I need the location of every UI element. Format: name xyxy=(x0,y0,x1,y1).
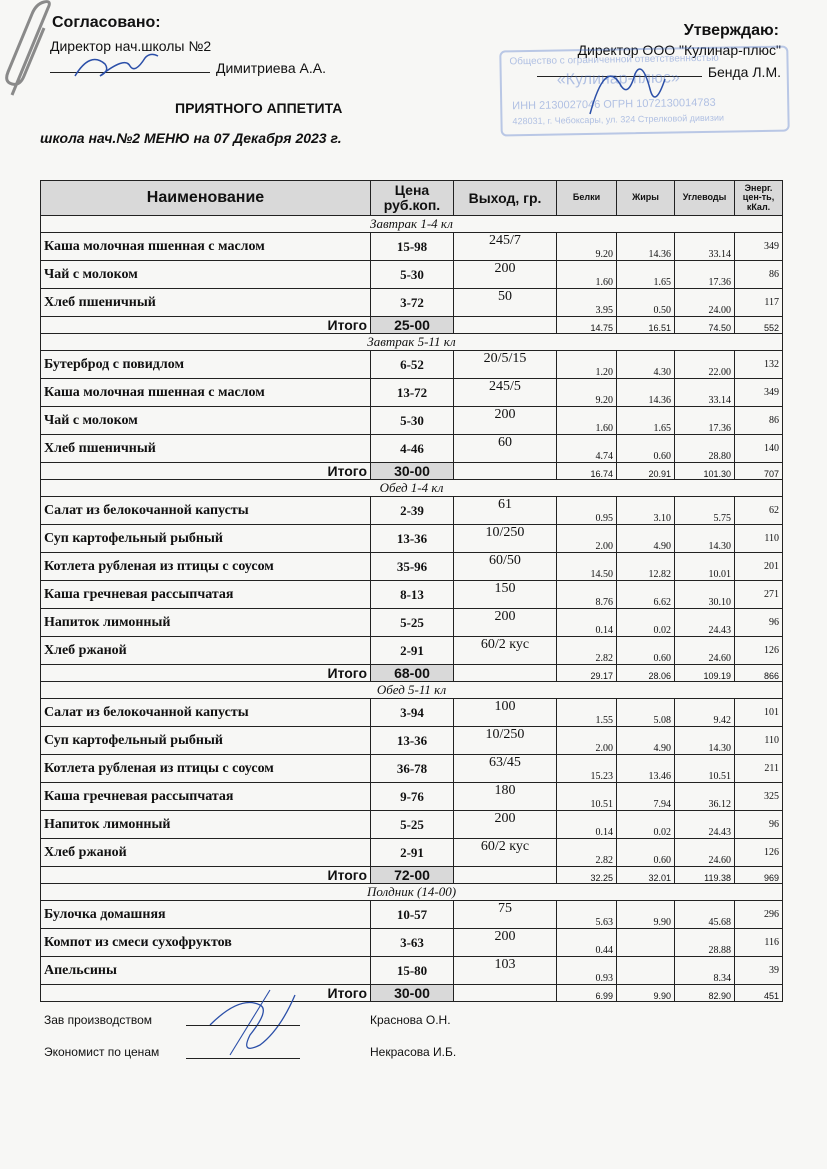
item-carbs: 24.60 xyxy=(675,637,735,665)
item-carbs: 17.36 xyxy=(675,261,735,289)
total-protein: 14.75 xyxy=(557,317,617,334)
total-energy: 451 xyxy=(735,985,783,1002)
total-yield-empty xyxy=(454,463,557,480)
item-yield: 75 xyxy=(454,901,557,929)
item-carbs: 28.88 xyxy=(675,929,735,957)
item-fat: 0.50 xyxy=(617,289,675,317)
item-energy: 349 xyxy=(735,379,783,407)
item-name: Напиток лимонный xyxy=(41,609,371,637)
table-row xyxy=(41,839,783,867)
item-fat: 1.65 xyxy=(617,261,675,289)
item-protein: 8.76 xyxy=(557,581,617,609)
stamp-company: «Кулинар-плюс» xyxy=(556,69,680,89)
item-energy: 271 xyxy=(735,581,783,609)
footer-role: Экономист по ценам xyxy=(44,1045,160,1059)
item-energy: 101 xyxy=(735,699,783,727)
item-protein: 2.00 xyxy=(557,727,617,755)
total-price: 68-00 xyxy=(371,665,454,682)
item-yield: 100 xyxy=(454,699,557,727)
total-protein: 16.74 xyxy=(557,463,617,480)
item-yield: 50 xyxy=(454,289,557,317)
total-label: Итого xyxy=(41,985,371,1002)
item-name: Чай с молоком xyxy=(41,407,371,435)
total-row xyxy=(41,317,783,334)
table-row xyxy=(41,581,783,609)
item-fat: 0.02 xyxy=(617,811,675,839)
item-carbs: 45.68 xyxy=(675,901,735,929)
table-header-row xyxy=(41,181,783,216)
footer-signature-line xyxy=(186,1058,300,1059)
item-yield: 200 xyxy=(454,261,557,289)
item-energy: 110 xyxy=(735,525,783,553)
item-protein: 5.63 xyxy=(557,901,617,929)
approve-title: Утверждаю: xyxy=(683,22,779,39)
item-yield: 180 xyxy=(454,783,557,811)
total-yield-empty xyxy=(454,665,557,682)
item-yield: 60/2 кус xyxy=(454,637,557,665)
item-price: 13-72 xyxy=(371,379,454,407)
header-name: Наименование xyxy=(41,181,371,216)
total-yield-empty xyxy=(454,867,557,884)
item-fat: 4.90 xyxy=(617,525,675,553)
item-fat: 3.10 xyxy=(617,497,675,525)
item-carbs: 33.14 xyxy=(675,379,735,407)
item-fat: 4.30 xyxy=(617,351,675,379)
item-price: 36-78 xyxy=(371,755,454,783)
item-name: Суп картофельный рыбный xyxy=(41,525,371,553)
total-carbs: 101.30 xyxy=(675,463,735,480)
table-row xyxy=(41,901,783,929)
item-protein: 9.20 xyxy=(557,379,617,407)
item-name: Напиток лимонный xyxy=(41,811,371,839)
item-energy: 296 xyxy=(735,901,783,929)
item-price: 5-25 xyxy=(371,811,454,839)
item-fat: 0.60 xyxy=(617,839,675,867)
item-energy: 201 xyxy=(735,553,783,581)
item-protein: 3.95 xyxy=(557,289,617,317)
item-price: 6-52 xyxy=(371,351,454,379)
item-energy: 86 xyxy=(735,261,783,289)
item-fat: 7.94 xyxy=(617,783,675,811)
item-protein: 10.51 xyxy=(557,783,617,811)
item-energy: 325 xyxy=(735,783,783,811)
item-price: 3-63 xyxy=(371,929,454,957)
total-price: 72-00 xyxy=(371,867,454,884)
table-row xyxy=(41,351,783,379)
item-protein: 0.14 xyxy=(557,811,617,839)
item-price: 15-98 xyxy=(371,233,454,261)
item-price: 3-94 xyxy=(371,699,454,727)
item-protein: 1.60 xyxy=(557,261,617,289)
item-yield: 245/5 xyxy=(454,379,557,407)
section-title: Завтрак 1-4 кл xyxy=(41,216,783,233)
item-fat: 1.65 xyxy=(617,407,675,435)
menu-heading: ПРИЯТНОГО АППЕТИТА xyxy=(175,100,343,116)
item-carbs: 8.34 xyxy=(675,957,735,985)
item-price: 5-30 xyxy=(371,407,454,435)
table-row xyxy=(41,637,783,665)
item-protein: 1.20 xyxy=(557,351,617,379)
item-protein: 1.60 xyxy=(557,407,617,435)
item-energy: 110 xyxy=(735,727,783,755)
item-energy: 116 xyxy=(735,929,783,957)
stamp-line: Общество с ограниченной ответственностью xyxy=(509,52,719,68)
section-title: Завтрак 5-11 кл xyxy=(41,334,783,351)
total-protein: 29.17 xyxy=(557,665,617,682)
item-protein: 0.95 xyxy=(557,497,617,525)
total-yield-empty xyxy=(454,985,557,1002)
table-row xyxy=(41,783,783,811)
item-energy: 132 xyxy=(735,351,783,379)
item-protein: 1.55 xyxy=(557,699,617,727)
item-carbs: 17.36 xyxy=(675,407,735,435)
item-fat xyxy=(617,929,675,957)
item-yield: 103 xyxy=(454,957,557,985)
item-protein: 0.93 xyxy=(557,957,617,985)
table-row xyxy=(41,407,783,435)
item-energy: 349 xyxy=(735,233,783,261)
total-fat: 28.06 xyxy=(617,665,675,682)
item-fat: 0.60 xyxy=(617,637,675,665)
item-price: 15-80 xyxy=(371,957,454,985)
table-row xyxy=(41,525,783,553)
item-yield: 10/250 xyxy=(454,525,557,553)
table-row xyxy=(41,929,783,957)
total-fat: 20.91 xyxy=(617,463,675,480)
header-fat: Жиры xyxy=(617,181,675,216)
item-carbs: 24.43 xyxy=(675,609,735,637)
total-energy: 969 xyxy=(735,867,783,884)
item-price: 2-91 xyxy=(371,637,454,665)
item-energy: 39 xyxy=(735,957,783,985)
total-energy: 866 xyxy=(735,665,783,682)
item-name: Салат из белокочанной капусты xyxy=(41,497,371,525)
item-price: 4-46 xyxy=(371,435,454,463)
table-row xyxy=(41,957,783,985)
item-price: 5-30 xyxy=(371,261,454,289)
item-energy: 126 xyxy=(735,637,783,665)
total-label: Итого xyxy=(41,665,371,682)
section-row xyxy=(41,682,783,699)
item-name: Каша гречневая рассыпчатая xyxy=(41,581,371,609)
item-carbs: 22.00 xyxy=(675,351,735,379)
item-carbs: 10.51 xyxy=(675,755,735,783)
item-name: Салат из белокочанной капусты xyxy=(41,699,371,727)
item-price: 13-36 xyxy=(371,525,454,553)
item-yield: 150 xyxy=(454,581,557,609)
item-price: 10-57 xyxy=(371,901,454,929)
footer-name: Некрасова И.Б. xyxy=(370,1045,457,1059)
item-price: 3-72 xyxy=(371,289,454,317)
item-fat: 9.90 xyxy=(617,901,675,929)
item-name: Хлеб ржаной xyxy=(41,637,371,665)
section-row xyxy=(41,480,783,497)
total-row xyxy=(41,867,783,884)
item-price: 9-76 xyxy=(371,783,454,811)
header-yield: Выход, гр. xyxy=(454,181,557,216)
item-protein: 2.82 xyxy=(557,839,617,867)
item-energy: 62 xyxy=(735,497,783,525)
agreed-position: Директор нач.школы №2 xyxy=(50,38,212,54)
item-price: 2-39 xyxy=(371,497,454,525)
signature-icon xyxy=(580,54,670,124)
item-carbs: 24.60 xyxy=(675,839,735,867)
table-row xyxy=(41,755,783,783)
total-fat: 32.01 xyxy=(617,867,675,884)
table-row xyxy=(41,261,783,289)
item-carbs: 10.01 xyxy=(675,553,735,581)
item-carbs: 5.75 xyxy=(675,497,735,525)
item-yield: 20/5/15 xyxy=(454,351,557,379)
table-row xyxy=(41,553,783,581)
item-name: Каша молочная пшенная с маслом xyxy=(41,379,371,407)
item-carbs: 24.00 xyxy=(675,289,735,317)
item-name: Котлета рубленая из птицы с соусом xyxy=(41,755,371,783)
item-name: Чай с молоком xyxy=(41,261,371,289)
item-fat: 14.36 xyxy=(617,233,675,261)
total-energy: 552 xyxy=(735,317,783,334)
item-protein: 15.23 xyxy=(557,755,617,783)
section-title: Обед 1-4 кл xyxy=(41,480,783,497)
total-row xyxy=(41,665,783,682)
item-name: Компот из смеси сухофруктов xyxy=(41,929,371,957)
item-carbs: 24.43 xyxy=(675,811,735,839)
item-yield: 200 xyxy=(454,407,557,435)
total-protein: 32.25 xyxy=(557,867,617,884)
footer-signature-line xyxy=(186,1025,300,1026)
item-yield: 10/250 xyxy=(454,727,557,755)
item-protein: 2.82 xyxy=(557,637,617,665)
total-price: 30-00 xyxy=(371,985,454,1002)
section-row xyxy=(41,216,783,233)
item-energy: 211 xyxy=(735,755,783,783)
item-fat: 0.02 xyxy=(617,609,675,637)
item-price: 8-13 xyxy=(371,581,454,609)
total-fat: 9.90 xyxy=(617,985,675,1002)
item-fat: 0.60 xyxy=(617,435,675,463)
item-protein: 9.20 xyxy=(557,233,617,261)
item-name: Каша молочная пшенная с маслом xyxy=(41,233,371,261)
total-row xyxy=(41,985,783,1002)
total-energy: 707 xyxy=(735,463,783,480)
item-yield: 200 xyxy=(454,811,557,839)
item-yield: 61 xyxy=(454,497,557,525)
stamp-line: ИНН 2130027046 ОГРН 1072130014783 xyxy=(512,96,716,113)
item-name: Котлета рубленая из птицы с соусом xyxy=(41,553,371,581)
item-name: Бутерброд с повидлом xyxy=(41,351,371,379)
agreed-name: Димитриева А.А. xyxy=(216,60,326,76)
item-fat: 13.46 xyxy=(617,755,675,783)
agreed-title: Согласовано: xyxy=(52,14,161,31)
item-protein: 4.74 xyxy=(557,435,617,463)
item-yield: 60/50 xyxy=(454,553,557,581)
item-protein: 2.00 xyxy=(557,525,617,553)
menu-table xyxy=(40,180,783,1002)
item-price: 2-91 xyxy=(371,839,454,867)
signature-icon xyxy=(70,46,160,86)
item-carbs: 36.12 xyxy=(675,783,735,811)
item-name: Хлеб пшеничный xyxy=(41,289,371,317)
item-carbs: 14.30 xyxy=(675,727,735,755)
header-carbs: Углеводы xyxy=(675,181,735,216)
item-energy: 117 xyxy=(735,289,783,317)
item-fat xyxy=(617,957,675,985)
item-yield: 200 xyxy=(454,609,557,637)
section-row xyxy=(41,884,783,901)
total-carbs: 119.38 xyxy=(675,867,735,884)
item-price: 13-36 xyxy=(371,727,454,755)
approve-position: Директор ООО "Кулинар-плюс" xyxy=(577,42,781,58)
total-carbs: 82.90 xyxy=(675,985,735,1002)
total-carbs: 109.19 xyxy=(675,665,735,682)
table-row xyxy=(41,727,783,755)
item-carbs: 33.14 xyxy=(675,233,735,261)
total-row xyxy=(41,463,783,480)
item-energy: 140 xyxy=(735,435,783,463)
header-protein: Белки xyxy=(557,181,617,216)
footer-name: Краснова О.Н. xyxy=(370,1013,451,1027)
table-row xyxy=(41,811,783,839)
item-energy: 96 xyxy=(735,609,783,637)
total-price: 30-00 xyxy=(371,463,454,480)
table-row xyxy=(41,435,783,463)
total-price: 25-00 xyxy=(371,317,454,334)
table-row xyxy=(41,289,783,317)
item-carbs: 28.80 xyxy=(675,435,735,463)
table-row xyxy=(41,609,783,637)
section-title: Обед 5-11 кл xyxy=(41,682,783,699)
item-yield: 60/2 кус xyxy=(454,839,557,867)
footer-role: Зав производством xyxy=(44,1013,152,1027)
total-carbs: 74.50 xyxy=(675,317,735,334)
item-energy: 126 xyxy=(735,839,783,867)
total-fat: 16.51 xyxy=(617,317,675,334)
item-name: Суп картофельный рыбный xyxy=(41,727,371,755)
item-yield: 200 xyxy=(454,929,557,957)
item-carbs: 9.42 xyxy=(675,699,735,727)
item-energy: 86 xyxy=(735,407,783,435)
header-price: Цена руб.коп. xyxy=(371,181,454,216)
item-name: Хлеб пшеничный xyxy=(41,435,371,463)
item-yield: 60 xyxy=(454,435,557,463)
item-yield: 245/7 xyxy=(454,233,557,261)
item-name: Каша гречневая рассыпчатая xyxy=(41,783,371,811)
header-energy: Энерг. цен-ть, кКал. xyxy=(735,181,783,216)
item-fat: 4.90 xyxy=(617,727,675,755)
item-protein: 0.44 xyxy=(557,929,617,957)
section-title: Полдник (14-00) xyxy=(41,884,783,901)
total-yield-empty xyxy=(454,317,557,334)
total-label: Итого xyxy=(41,463,371,480)
item-fat: 14.36 xyxy=(617,379,675,407)
item-name: Хлеб ржаной xyxy=(41,839,371,867)
item-carbs: 30.10 xyxy=(675,581,735,609)
item-energy: 96 xyxy=(735,811,783,839)
total-label: Итого xyxy=(41,867,371,884)
table-row xyxy=(41,233,783,261)
item-protein: 0.14 xyxy=(557,609,617,637)
item-yield: 63/45 xyxy=(454,755,557,783)
table-row xyxy=(41,699,783,727)
menu-subheading: школа нач.№2 МЕНЮ на 07 Декабря 2023 г. xyxy=(40,130,342,146)
table-row xyxy=(41,379,783,407)
item-price: 35-96 xyxy=(371,553,454,581)
table-row xyxy=(41,497,783,525)
section-row xyxy=(41,334,783,351)
item-name: Булочка домашняя xyxy=(41,901,371,929)
item-fat: 12.82 xyxy=(617,553,675,581)
item-protein: 14.50 xyxy=(557,553,617,581)
total-label: Итого xyxy=(41,317,371,334)
item-name: Апельсины xyxy=(41,957,371,985)
item-carbs: 14.30 xyxy=(675,525,735,553)
total-protein: 6.99 xyxy=(557,985,617,1002)
item-fat: 6.62 xyxy=(617,581,675,609)
item-fat: 5.08 xyxy=(617,699,675,727)
stamp-line: 428031, г. Чебоксары, ул. 324 Стрелковой дивизии xyxy=(512,112,725,127)
approve-name: Бенда Л.М. xyxy=(707,64,781,80)
item-price: 5-25 xyxy=(371,609,454,637)
